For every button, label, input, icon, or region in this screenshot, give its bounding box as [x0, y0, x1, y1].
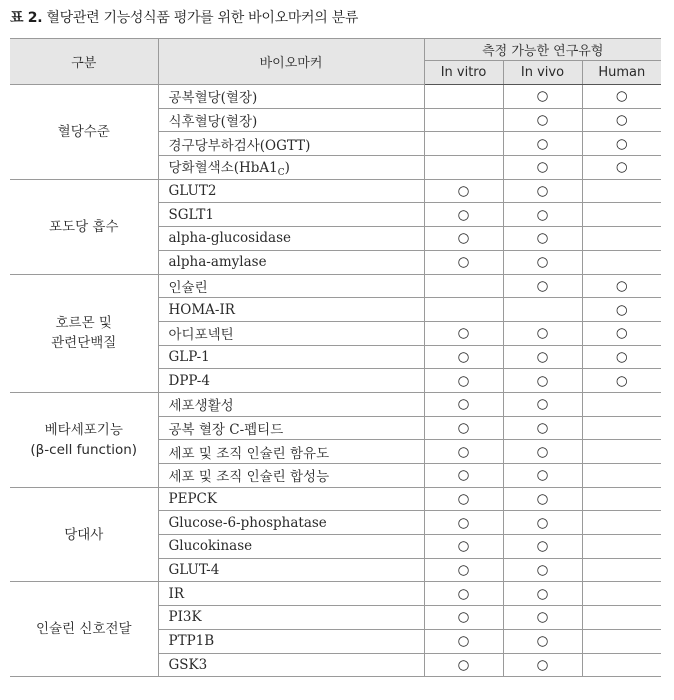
table-row — [10, 487, 661, 511]
in-vivo-mark-cell: ○ — [503, 653, 582, 677]
in-vitro-mark-cell — [424, 132, 503, 156]
in-vivo-mark-cell: ○ — [503, 629, 582, 653]
human-mark-cell — [582, 416, 661, 440]
category-cell — [10, 274, 158, 392]
human-mark-cell — [582, 629, 661, 653]
table-number: 표 2. — [10, 10, 43, 26]
biomarker-cell — [158, 511, 424, 535]
in-vitro-mark-cell: ○ — [424, 440, 503, 464]
biomarker-cell — [158, 535, 424, 559]
biomarker-cell — [158, 203, 424, 227]
human-mark-cell — [582, 582, 661, 606]
in-vitro-mark-cell: ○ — [424, 416, 503, 440]
biomarker-cell — [158, 558, 424, 582]
biomarker-name: GLUT-4 — [168, 562, 220, 579]
in-vivo-mark-cell: ○ — [503, 535, 582, 559]
biomarker-cell — [158, 132, 424, 156]
human-mark-cell: ○ — [582, 85, 661, 109]
human-mark-cell — [582, 250, 661, 274]
biomarker-name: 공복혈당(혈장) — [168, 90, 258, 107]
biomarker-cell — [158, 369, 424, 393]
in-vivo-mark-cell: ○ — [503, 274, 582, 298]
in-vitro-mark-cell: ○ — [424, 535, 503, 559]
header-study-types: 측정 가능한 연구유형 — [424, 39, 661, 61]
biomarker-cell — [158, 108, 424, 132]
biomarker-name: GLP-1 — [168, 348, 210, 365]
biomarker-cell — [158, 227, 424, 251]
human-mark-cell — [582, 535, 661, 559]
table-row — [10, 582, 661, 606]
in-vivo-mark-cell: ○ — [503, 85, 582, 109]
biomarker-cell — [158, 606, 424, 630]
biomarker-cell — [158, 85, 424, 109]
in-vivo-mark-cell: ○ — [503, 440, 582, 464]
biomarker-cell — [158, 487, 424, 511]
human-mark-cell — [582, 511, 661, 535]
biomarker-name: Glucose-6-phosphatase — [168, 514, 327, 531]
biomarker-name: PI3K — [168, 609, 202, 626]
in-vitro-mark-cell: ○ — [424, 582, 503, 606]
biomarker-name: PTP1B — [168, 633, 215, 650]
in-vivo-mark-cell: ○ — [503, 606, 582, 630]
human-mark-cell: ○ — [582, 298, 661, 322]
in-vitro-mark-cell: ○ — [424, 345, 503, 369]
in-vivo-mark-cell: ○ — [503, 582, 582, 606]
biomarker-name: DPP-4 — [168, 372, 210, 389]
in-vitro-mark-cell — [424, 298, 503, 322]
human-mark-cell — [582, 203, 661, 227]
biomarker-name: 세포 및 조직 인슐린 함유도 — [168, 445, 330, 462]
in-vitro-mark-cell: ○ — [424, 227, 503, 251]
in-vivo-mark-cell: ○ — [503, 156, 582, 180]
category-cell — [10, 582, 158, 677]
category-label: 인슐린 신호전달 — [35, 621, 132, 638]
in-vitro-mark-cell: ○ — [424, 487, 503, 511]
biomarker-cell — [158, 582, 424, 606]
in-vitro-mark-cell: ○ — [424, 392, 503, 416]
in-vivo-mark-cell: ○ — [503, 392, 582, 416]
in-vitro-mark-cell: ○ — [424, 511, 503, 535]
biomarker-name: 세포생활성 — [168, 398, 234, 415]
category-label: 당대사 — [64, 526, 104, 543]
in-vivo-mark-cell: ○ — [503, 179, 582, 203]
biomarker-name: SGLT1 — [168, 206, 214, 223]
in-vitro-mark-cell: ○ — [424, 606, 503, 630]
in-vitro-mark-cell: ○ — [424, 629, 503, 653]
in-vivo-mark-cell: ○ — [503, 464, 582, 488]
biomarker-cell — [158, 416, 424, 440]
biomarker-name: IR — [168, 585, 184, 602]
in-vitro-mark-cell: ○ — [424, 653, 503, 677]
human-mark-cell — [582, 227, 661, 251]
human-mark-cell: ○ — [582, 345, 661, 369]
human-mark-cell — [582, 464, 661, 488]
human-mark-cell: ○ — [582, 369, 661, 393]
in-vivo-mark-cell: ○ — [503, 511, 582, 535]
biomarker-name: 당화혈색소(HbA1 — [168, 160, 278, 177]
in-vitro-mark-cell: ○ — [424, 203, 503, 227]
table-row — [10, 274, 661, 298]
in-vivo-mark-cell: ○ — [503, 227, 582, 251]
in-vivo-mark-cell: ○ — [503, 345, 582, 369]
biomarker-cell — [158, 250, 424, 274]
in-vitro-mark-cell: ○ — [424, 321, 503, 345]
human-mark-cell — [582, 440, 661, 464]
in-vivo-mark-cell: ○ — [503, 132, 582, 156]
biomarker-name: 경구당부하검사(OGTT) — [168, 137, 311, 154]
biomarker-name: 아디포넥틴 — [168, 327, 234, 344]
in-vivo-mark-cell: ○ — [503, 369, 582, 393]
human-mark-cell — [582, 179, 661, 203]
in-vitro-mark-cell: ○ — [424, 464, 503, 488]
in-vivo-mark-cell: ○ — [503, 250, 582, 274]
table-title: 혈당관련 기능성식품 평가를 위한 바이오마커의 분류 — [46, 10, 359, 26]
biomarker-cell — [158, 321, 424, 345]
biomarker-name: 세포 및 조직 인슐린 합성능 — [168, 469, 330, 486]
in-vivo-mark-cell: ○ — [503, 108, 582, 132]
header-human: Human — [582, 61, 661, 85]
biomarker-cell — [158, 464, 424, 488]
biomarker-name: 인슐린 — [168, 279, 208, 296]
biomarker-cell — [158, 156, 424, 180]
biomarker-name: GSK3 — [168, 656, 208, 673]
biomarker-cell — [158, 179, 424, 203]
biomarker-table — [10, 38, 661, 677]
in-vitro-mark-cell: ○ — [424, 369, 503, 393]
biomarker-subscript: C — [277, 168, 285, 179]
biomarker-name: HOMA-IR — [168, 301, 235, 318]
human-mark-cell: ○ — [582, 274, 661, 298]
biomarker-cell — [158, 440, 424, 464]
biomarker-name: 식후혈당(혈장) — [168, 114, 258, 131]
category-label: 포도당 흡수 — [49, 218, 119, 235]
biomarker-suffix: ) — [284, 160, 290, 177]
human-mark-cell: ○ — [582, 132, 661, 156]
in-vivo-mark-cell: ○ — [503, 203, 582, 227]
biomarker-cell — [158, 298, 424, 322]
in-vivo-mark-cell: ○ — [503, 558, 582, 582]
human-mark-cell — [582, 392, 661, 416]
human-mark-cell — [582, 606, 661, 630]
table-row — [10, 179, 661, 203]
in-vivo-mark-cell: ○ — [503, 321, 582, 345]
biomarker-name: PEPCK — [168, 491, 217, 508]
category-cell — [10, 179, 158, 274]
table-row — [10, 85, 661, 109]
human-mark-cell: ○ — [582, 108, 661, 132]
category-cell — [10, 85, 158, 180]
category-cell — [10, 487, 158, 582]
human-mark-cell — [582, 487, 661, 511]
biomarker-name: alpha-glucosidase — [168, 230, 292, 247]
table-row — [10, 392, 661, 416]
biomarker-cell — [158, 345, 424, 369]
in-vitro-mark-cell — [424, 85, 503, 109]
human-mark-cell: ○ — [582, 156, 661, 180]
biomarker-cell — [158, 629, 424, 653]
header-biomarker: 바이오마커 — [158, 39, 424, 85]
human-mark-cell — [582, 558, 661, 582]
in-vivo-mark-cell — [503, 298, 582, 322]
in-vitro-mark-cell — [424, 108, 503, 132]
biomarker-cell — [158, 653, 424, 677]
category-label: 베타세포기능 — [44, 421, 123, 438]
human-mark-cell — [582, 653, 661, 677]
header-in-vitro: In vitro — [424, 61, 503, 85]
category-label: (β-cell function) — [30, 441, 138, 458]
header-in-vivo: In vivo — [503, 61, 582, 85]
biomarker-name: 공복 혈장 C-펩티드 — [168, 421, 284, 438]
in-vitro-mark-cell: ○ — [424, 179, 503, 203]
biomarker-cell — [158, 274, 424, 298]
header-category: 구분 — [10, 39, 158, 85]
category-label: 혈당수준 — [57, 123, 110, 140]
table-caption — [10, 6, 664, 30]
category-label: 관련단백질 — [51, 335, 117, 352]
in-vivo-mark-cell: ○ — [503, 487, 582, 511]
in-vitro-mark-cell: ○ — [424, 558, 503, 582]
biomarker-name: alpha-amylase — [168, 254, 267, 271]
biomarker-name: Glucokinase — [168, 538, 253, 555]
category-label: 호르몬 및 — [55, 315, 112, 332]
table-body — [10, 85, 661, 677]
in-vitro-mark-cell — [424, 274, 503, 298]
in-vitro-mark-cell — [424, 156, 503, 180]
category-cell — [10, 392, 158, 487]
biomarker-name: GLUT2 — [168, 183, 217, 200]
in-vitro-mark-cell: ○ — [424, 250, 503, 274]
human-mark-cell: ○ — [582, 321, 661, 345]
in-vivo-mark-cell: ○ — [503, 416, 582, 440]
biomarker-cell — [158, 392, 424, 416]
